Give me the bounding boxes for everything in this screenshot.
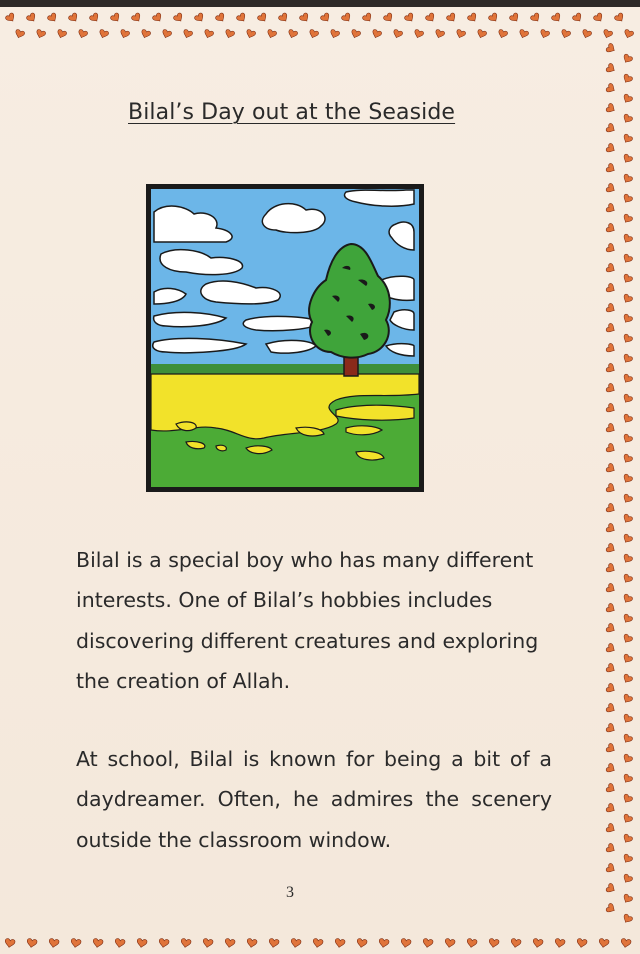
heart-border-icon: [4, 938, 15, 948]
heart-border-icon: [605, 463, 616, 475]
heart-border-icon: [140, 29, 151, 39]
heart-border-icon: [497, 29, 508, 39]
heart-border-icon: [605, 503, 616, 515]
heart-border-icon: [539, 29, 550, 39]
heart-border-icon: [605, 543, 616, 555]
heart-border-icon: [622, 553, 634, 564]
heart-border-icon: [488, 938, 499, 948]
heart-border-icon: [598, 938, 609, 948]
heart-border-icon: [581, 29, 592, 39]
heart-border-icon: [622, 673, 634, 684]
heart-border-icon: [622, 193, 634, 204]
heart-border-icon: [518, 29, 529, 39]
heart-border-icon: [622, 633, 634, 644]
heart-border-icon: [622, 373, 634, 384]
heart-border-icon: [622, 693, 634, 704]
heart-border-icon: [605, 243, 616, 255]
heart-border-icon: [605, 683, 616, 695]
heart-border-icon: [444, 938, 455, 948]
heart-border-icon: [605, 83, 616, 95]
heart-border-icon: [605, 183, 616, 195]
heart-border-icon: [622, 893, 634, 904]
heart-border-icon: [605, 123, 616, 135]
heart-border-icon: [605, 723, 616, 735]
heart-border-icon: [413, 29, 424, 39]
heart-border-icon: [622, 393, 634, 404]
heart-border-icon: [622, 533, 634, 544]
heart-border-icon: [266, 29, 277, 39]
heart-border-icon: [620, 938, 631, 948]
heart-border-icon: [224, 29, 235, 39]
heart-border-icon: [434, 29, 445, 39]
heart-border-icon: [551, 12, 563, 23]
heart-border-icon: [488, 12, 500, 23]
heart-border-icon: [466, 938, 477, 948]
heart-border-icon: [622, 173, 634, 184]
heart-border-icon: [26, 938, 37, 948]
heart-border-icon: [605, 303, 616, 315]
heart-border-icon: [622, 293, 634, 304]
heart-border-icon: [446, 12, 458, 23]
heart-border-icon: [245, 29, 256, 39]
heart-border-icon: [622, 93, 634, 104]
heart-border-icon: [224, 938, 235, 948]
heart-border-icon: [622, 713, 634, 724]
heart-border-icon: [194, 12, 206, 23]
heart-border-icon: [593, 12, 605, 23]
heart-border-icon: [605, 783, 616, 795]
page-number: 3: [286, 884, 294, 901]
heart-border-icon: [119, 29, 130, 39]
heart-border-icon: [161, 29, 172, 39]
heart-border-icon: [605, 323, 616, 335]
heart-border-icon: [622, 153, 634, 164]
heart-border-icon: [476, 29, 487, 39]
heart-border-icon: [48, 938, 59, 948]
heart-border-icon: [622, 473, 634, 484]
heart-border-icon: [605, 603, 616, 615]
heart-border-icon: [605, 663, 616, 675]
heart-border-icon: [422, 938, 433, 948]
heart-border-icon: [622, 593, 634, 604]
heart-border-icon: [215, 12, 227, 23]
heart-border-icon: [131, 12, 143, 23]
heart-border-icon: [605, 163, 616, 175]
heart-border-icon: [605, 823, 616, 835]
heart-border-icon: [5, 12, 17, 23]
heart-border-icon: [622, 773, 634, 784]
heart-border-icon: [622, 873, 634, 884]
heart-border-icon: [605, 403, 616, 415]
heart-border-icon: [605, 563, 616, 575]
heart-border-icon: [622, 333, 634, 344]
heart-border-icon: [236, 12, 248, 23]
heart-border-icon: [605, 203, 616, 215]
heart-border-icon: [605, 43, 616, 55]
heart-border-icon: [622, 253, 634, 264]
heart-border-icon: [378, 938, 389, 948]
heart-border-icon: [622, 813, 634, 824]
heart-border-icon: [614, 12, 626, 23]
heart-border-icon: [158, 938, 169, 948]
heart-border-icon: [622, 653, 634, 664]
heart-border-icon: [202, 938, 213, 948]
heart-border-icon: [173, 12, 185, 23]
heart-border-icon: [77, 29, 88, 39]
heart-border-icon: [605, 703, 616, 715]
heart-border-icon: [605, 743, 616, 755]
heart-border-icon: [362, 12, 374, 23]
heart-border-icon: [622, 833, 634, 844]
heart-border-icon: [605, 583, 616, 595]
heart-border-icon: [605, 443, 616, 455]
heart-border-icon: [47, 12, 59, 23]
top-edge: [0, 0, 640, 7]
heart-border-icon: [35, 29, 46, 39]
heart-border-icon: [572, 12, 584, 23]
heart-border-icon: [334, 938, 345, 948]
heart-border-icon: [92, 938, 103, 948]
paragraph-2: At school, Bilal is known for being a bit of a daydreamer. Often, he admires the scenery outside the classroom window.: [76, 747, 552, 852]
heart-border-icon: [14, 29, 25, 39]
heart-border-icon: [605, 283, 616, 295]
heart-border-icon: [110, 12, 122, 23]
heart-border-icon: [605, 343, 616, 355]
heart-border-icon: [622, 313, 634, 324]
heart-border-icon: [605, 263, 616, 275]
heart-border-icon: [622, 73, 634, 84]
heart-border-icon: [268, 938, 279, 948]
heart-border-icon: [68, 12, 80, 23]
heart-border-icon: [455, 29, 466, 39]
heart-border-icon: [605, 803, 616, 815]
heart-border-icon: [622, 233, 634, 244]
heart-border-icon: [605, 223, 616, 235]
heart-border-icon: [560, 29, 571, 39]
heart-border-icon: [400, 938, 411, 948]
heart-border-right-icon: [598, 40, 640, 930]
heart-border-icon: [623, 29, 634, 39]
heart-border-icon: [392, 29, 403, 39]
heart-border-icon: [605, 423, 616, 435]
heart-border-icon: [554, 938, 565, 948]
heart-border-icon: [114, 938, 125, 948]
heart-border-icon: [622, 493, 634, 504]
heart-border-icon: [320, 12, 332, 23]
heart-border-icon: [622, 213, 634, 224]
heart-border-icon: [329, 29, 340, 39]
heart-border-icon: [622, 113, 634, 124]
heart-border-icon: [622, 613, 634, 624]
heart-border-icon: [622, 413, 634, 424]
heart-border-icon: [605, 623, 616, 635]
heart-border-icon: [622, 753, 634, 764]
heart-border-icon: [383, 12, 395, 23]
heart-border-icon: [467, 12, 479, 23]
heart-border-icon: [257, 12, 269, 23]
heart-border-icon: [203, 29, 214, 39]
heart-border-icon: [622, 453, 634, 464]
heart-border-icon: [509, 12, 521, 23]
landscape-tree-illustration: [146, 184, 424, 492]
heart-border-icon: [605, 363, 616, 375]
heart-border-icon: [89, 12, 101, 23]
heart-border-icon: [70, 938, 81, 948]
heart-border-icon: [246, 938, 257, 948]
heart-border-icon: [312, 938, 323, 948]
heart-border-icon: [371, 29, 382, 39]
heart-border-icon: [510, 938, 521, 948]
body-text: [76, 540, 552, 898]
heart-border-icon: [622, 433, 634, 444]
heart-border-icon: [26, 12, 38, 23]
heart-border-icon: [152, 12, 164, 23]
heart-border-icon: [98, 29, 109, 39]
heart-border-icon: [622, 513, 634, 524]
heart-border-icon: [605, 383, 616, 395]
heart-border-icon: [532, 938, 543, 948]
heart-border-icon: [622, 53, 634, 64]
heart-border-icon: [605, 903, 616, 915]
paragraph-1: Bilal is a special boy who has many different interests. One of Bilal’s hobbies includes discovering different creatures and exploring the creation of Allah.: [76, 548, 539, 693]
heart-border-icon: [605, 103, 616, 115]
heart-border-icon: [290, 938, 301, 948]
heart-border-icon: [180, 938, 191, 948]
heart-border-icon: [605, 523, 616, 535]
heart-border-icon: [425, 12, 437, 23]
heart-border-bottom-icon: [0, 930, 640, 954]
heart-border-icon: [299, 12, 311, 23]
heart-border-icon: [278, 12, 290, 23]
heart-border-icon: [404, 12, 416, 23]
heart-border-icon: [341, 12, 353, 23]
heart-border-icon: [308, 29, 319, 39]
heart-border-icon: [605, 883, 616, 895]
heart-border-icon: [605, 643, 616, 655]
heart-border-icon: [622, 733, 634, 744]
heart-border-icon: [605, 763, 616, 775]
heart-border-top-icon: [0, 8, 640, 42]
page-title: Bilal’s Day out at the Seaside: [128, 100, 456, 125]
heart-border-icon: [182, 29, 193, 39]
heart-border-icon: [136, 938, 147, 948]
heart-border-icon: [605, 843, 616, 855]
heart-border-icon: [622, 273, 634, 284]
heart-border-icon: [622, 133, 634, 144]
heart-border-icon: [622, 793, 634, 804]
heart-border-icon: [605, 483, 616, 495]
heart-border-icon: [605, 863, 616, 875]
heart-border-icon: [287, 29, 298, 39]
heart-border-icon: [56, 29, 67, 39]
heart-border-icon: [622, 913, 634, 924]
heart-border-icon: [622, 853, 634, 864]
heart-border-icon: [622, 353, 634, 364]
heart-border-icon: [356, 938, 367, 948]
heart-border-icon: [622, 573, 634, 584]
heart-border-icon: [605, 143, 616, 155]
heart-border-icon: [576, 938, 587, 948]
heart-border-icon: [530, 12, 542, 23]
heart-border-icon: [605, 63, 616, 75]
heart-border-icon: [602, 29, 613, 39]
heart-border-icon: [350, 29, 361, 39]
